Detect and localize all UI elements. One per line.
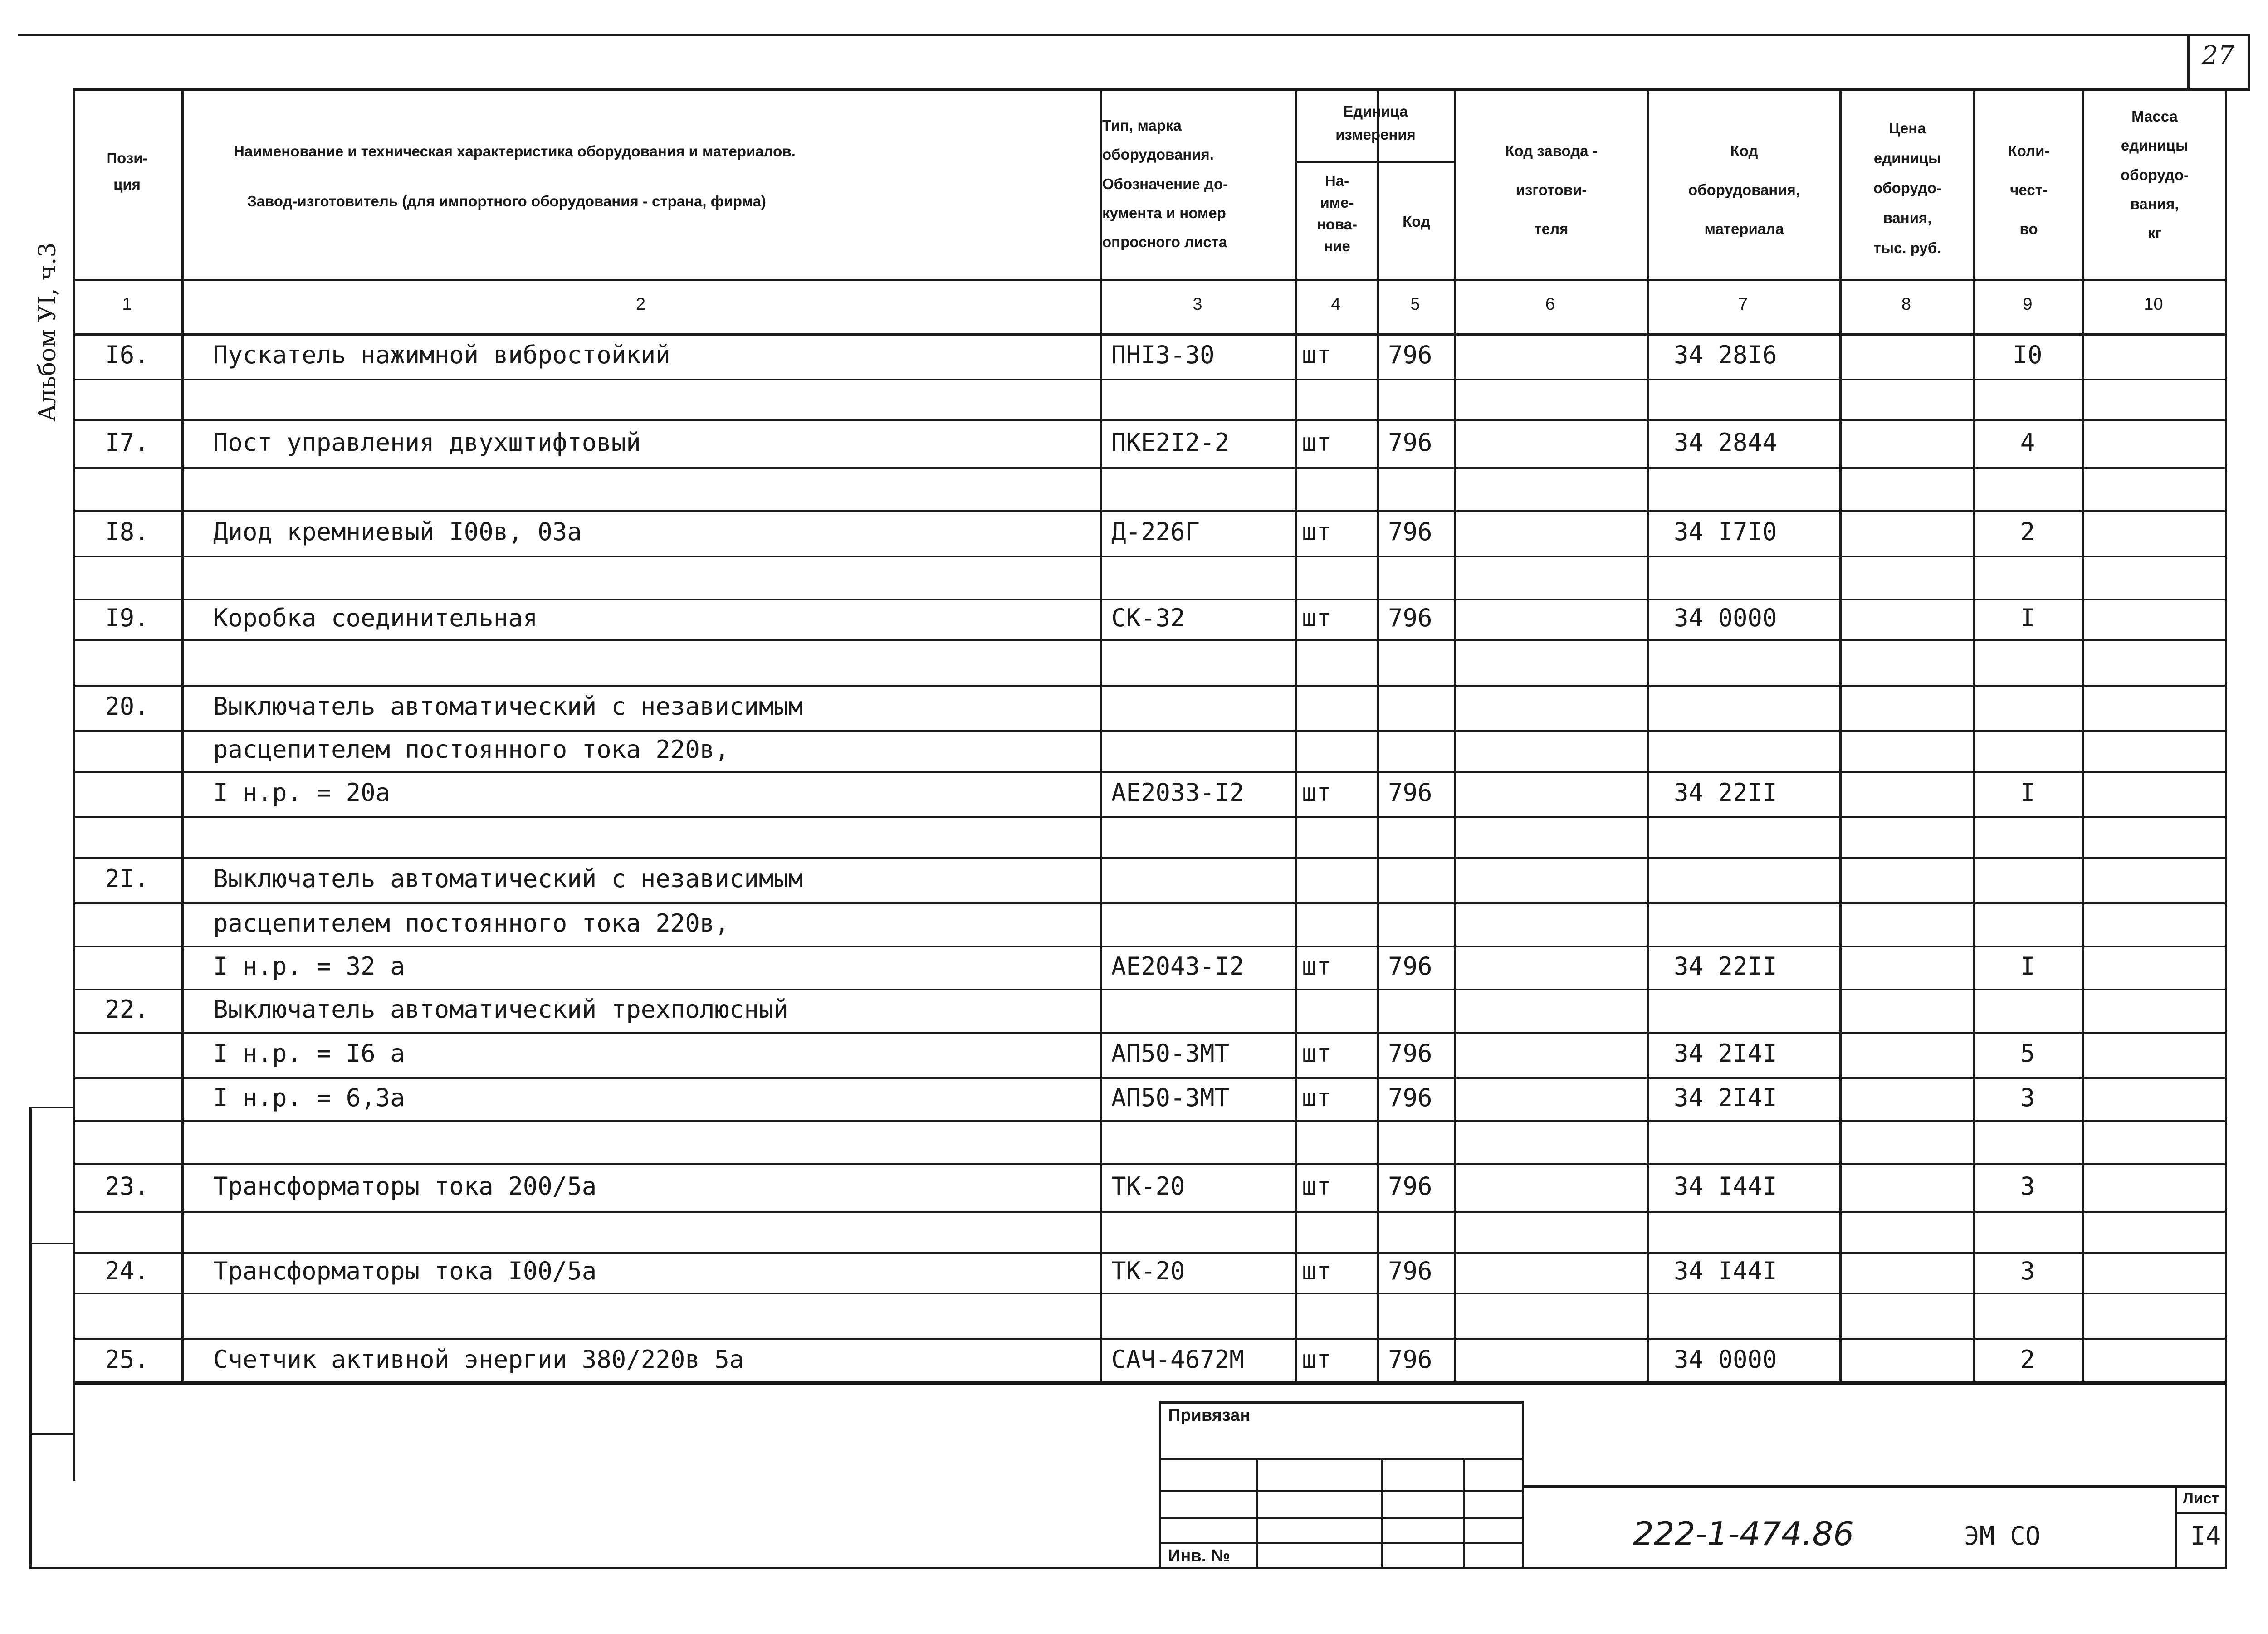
row-line-17 bbox=[73, 1077, 2225, 1079]
column-line-6 bbox=[1647, 88, 1649, 1383]
stamp-col-3 bbox=[1463, 1458, 1465, 1569]
page-bottom-border bbox=[29, 1567, 2225, 1569]
header-equipment-code: Код оборудования, материала bbox=[1688, 142, 1800, 237]
row-name: Диод кремниевый I00в, 03а bbox=[213, 517, 582, 546]
row-quantity: 4 bbox=[2020, 428, 2035, 457]
margin-frame-top bbox=[29, 1107, 75, 1108]
row-unit-code: 796 bbox=[1388, 341, 1432, 369]
row-unit-code: 796 bbox=[1388, 517, 1432, 546]
column-number-8: 8 bbox=[1901, 295, 1911, 314]
row-line-6 bbox=[73, 599, 2225, 600]
margin-frame-mid1 bbox=[29, 1243, 75, 1244]
row-line-16 bbox=[73, 1032, 2225, 1034]
row-name: Пост управления двухштифтовый bbox=[213, 428, 641, 457]
row-equipment-code: 34 I44I bbox=[1674, 1257, 1777, 1285]
row-unit-code: 796 bbox=[1388, 1345, 1432, 1374]
row-quantity: 2 bbox=[2020, 517, 2035, 546]
column-line-4 bbox=[1377, 88, 1379, 1383]
row-position: 25. bbox=[105, 1345, 149, 1374]
header-unit-code: Код bbox=[1403, 213, 1430, 230]
side-label: Альбом УI, ч.3 bbox=[34, 242, 61, 422]
row-unit-code: 796 bbox=[1388, 1171, 1432, 1200]
row-equipment-code: 34 28I6 bbox=[1674, 341, 1777, 369]
row-line-20 bbox=[73, 1211, 2225, 1213]
row-unit: шт bbox=[1302, 1039, 1332, 1068]
row-name: Коробка соединительная bbox=[213, 604, 538, 632]
header-factory-code: Код завода - изготови- теля bbox=[1505, 142, 1598, 237]
stamp-left bbox=[1159, 1401, 1161, 1569]
row-unit: шт bbox=[1302, 1257, 1332, 1285]
column-number-1: 1 bbox=[122, 295, 132, 314]
row-type: ТК-20 bbox=[1111, 1171, 1185, 1200]
unit-subheader-line bbox=[1295, 161, 1454, 163]
row-unit: шт bbox=[1302, 428, 1332, 457]
row-name: Выключатель автоматический с независимым bbox=[213, 692, 803, 721]
row-type: ПНI3-30 bbox=[1111, 341, 1215, 369]
row-position: 22. bbox=[105, 995, 149, 1024]
row-quantity: 3 bbox=[2020, 1257, 2035, 1285]
margin-frame-left bbox=[29, 1107, 32, 1569]
number-row-border bbox=[73, 333, 2225, 336]
header-type: Тип, марка оборудования. Обозначение до- кумента и номер опросного листа bbox=[1102, 117, 1228, 251]
row-line-12 bbox=[73, 857, 2225, 859]
row-line-3 bbox=[73, 467, 2225, 469]
column-line-5 bbox=[1454, 88, 1456, 1383]
row-unit: шт bbox=[1302, 778, 1332, 807]
top-border bbox=[18, 34, 2250, 36]
column-number-4: 4 bbox=[1331, 295, 1341, 314]
header-bottom-border bbox=[73, 279, 2225, 281]
header-position: Пози- ция bbox=[106, 150, 148, 193]
row-unit: шт bbox=[1302, 341, 1332, 369]
row-equipment-code: 34 2I4I bbox=[1674, 1039, 1777, 1068]
row-name: I н.р. = 20а bbox=[213, 778, 391, 807]
row-line-4 bbox=[73, 510, 2225, 512]
header-quantity: Коли- чест- во bbox=[2008, 142, 2050, 237]
row-line-21 bbox=[73, 1252, 2225, 1254]
row-line-19 bbox=[73, 1163, 2225, 1165]
stamp-col-2 bbox=[1381, 1458, 1383, 1569]
row-line-23 bbox=[73, 1338, 2225, 1340]
row-line-11 bbox=[73, 816, 2225, 818]
row-position: I6. bbox=[105, 341, 149, 369]
row-quantity: 3 bbox=[2020, 1083, 2035, 1112]
row-equipment-code: 34 2844 bbox=[1674, 428, 1777, 457]
row-position: I8. bbox=[105, 517, 149, 546]
row-unit-code: 796 bbox=[1388, 778, 1432, 807]
row-unit: шт bbox=[1302, 1171, 1332, 1200]
row-type: ПКЕ2I2-2 bbox=[1111, 428, 1230, 457]
row-line-13 bbox=[73, 902, 2225, 904]
row-equipment-code: 34 22II bbox=[1674, 951, 1777, 980]
row-name: расцепителем постоянного тока 220в, bbox=[213, 735, 729, 764]
row-unit: шт bbox=[1302, 1083, 1332, 1112]
row-position: I7. bbox=[105, 428, 149, 457]
sheet-label: Лист bbox=[2183, 1490, 2219, 1507]
row-equipment-code: 34 2I4I bbox=[1674, 1083, 1777, 1112]
column-number-5: 5 bbox=[1410, 295, 1420, 314]
row-line-8 bbox=[73, 685, 2225, 687]
row-quantity: I0 bbox=[2013, 341, 2043, 369]
row-unit-code: 796 bbox=[1388, 951, 1432, 980]
row-position: 20. bbox=[105, 692, 149, 721]
row-name: I н.р. = 6,3а bbox=[213, 1083, 405, 1112]
stamp-row-2 bbox=[1159, 1490, 1524, 1492]
row-name: Трансформаторы тока 200/5а bbox=[213, 1171, 597, 1200]
page-number: 27 bbox=[2202, 41, 2234, 70]
column-number-7: 7 bbox=[1738, 295, 1748, 314]
page-box-right bbox=[2248, 34, 2250, 91]
row-quantity: I bbox=[2020, 778, 2035, 807]
stamp-top bbox=[1159, 1401, 1524, 1404]
row-name: расцепителем постоянного тока 220в, bbox=[213, 908, 729, 937]
column-line-9 bbox=[2082, 88, 2084, 1383]
column-number-2: 2 bbox=[635, 295, 646, 314]
row-unit-code: 796 bbox=[1388, 1039, 1432, 1068]
column-number-6: 6 bbox=[1545, 295, 1555, 314]
row-equipment-code: 34 I44I bbox=[1674, 1171, 1777, 1200]
header-unit-name: На- име- нова- ние bbox=[1316, 172, 1358, 254]
row-line-15 bbox=[73, 989, 2225, 990]
row-unit: шт bbox=[1302, 517, 1332, 546]
row-unit-code: 796 bbox=[1388, 1083, 1432, 1112]
column-line-2 bbox=[1100, 88, 1102, 1383]
stamp-row-1 bbox=[1159, 1458, 1524, 1460]
row-unit: шт bbox=[1302, 1345, 1332, 1374]
row-equipment-code: 34 0000 bbox=[1674, 1345, 1777, 1374]
row-unit-code: 796 bbox=[1388, 428, 1432, 457]
row-quantity: I bbox=[2020, 604, 2035, 632]
row-line-2 bbox=[73, 419, 2225, 421]
row-position: 24. bbox=[105, 1257, 149, 1285]
row-type: АП50-3МТ bbox=[1111, 1083, 1230, 1112]
row-name: Выключатель автоматический с независимым bbox=[213, 864, 803, 893]
stamp-main-top bbox=[1522, 1485, 2225, 1488]
row-quantity: 2 bbox=[2020, 1345, 2035, 1374]
row-type: АЕ2033-I2 bbox=[1111, 778, 1244, 807]
row-name: I н.р. = I6 а bbox=[213, 1039, 405, 1068]
row-name: Пускатель нажимной вибростойкий bbox=[213, 341, 670, 369]
stamp-col-1 bbox=[1256, 1458, 1258, 1569]
row-name: Трансформаторы тока I00/5а bbox=[213, 1257, 597, 1285]
row-type: Д-226Г bbox=[1111, 517, 1200, 546]
column-line-10 bbox=[2225, 88, 2227, 1383]
row-line-1 bbox=[73, 379, 2225, 380]
row-unit: шт bbox=[1302, 951, 1332, 980]
row-name: I н.р. = 32 а bbox=[213, 951, 405, 980]
row-line-14 bbox=[73, 946, 2225, 947]
row-quantity: 5 bbox=[2020, 1039, 2035, 1068]
row-line-9 bbox=[73, 730, 2225, 732]
margin-frame-mid2 bbox=[29, 1433, 75, 1435]
row-type: АП50-3МТ bbox=[1111, 1039, 1230, 1068]
stamp-row-3 bbox=[1159, 1517, 1524, 1519]
sheet-box-mid bbox=[2175, 1512, 2225, 1514]
column-line-7 bbox=[1839, 88, 1842, 1383]
row-quantity: 3 bbox=[2020, 1171, 2035, 1200]
column-line-1 bbox=[181, 88, 184, 1383]
column-number-9: 9 bbox=[2023, 295, 2033, 314]
stamp-row-4 bbox=[1159, 1542, 1524, 1544]
row-position: 2I. bbox=[105, 864, 149, 893]
column-line-3 bbox=[1295, 88, 1297, 1383]
row-line-18 bbox=[73, 1120, 2225, 1122]
row-position: I9. bbox=[105, 604, 149, 632]
sheet-box-left bbox=[2175, 1485, 2177, 1569]
row-line-22 bbox=[73, 1293, 2225, 1294]
row-equipment-code: 34 0000 bbox=[1674, 604, 1777, 632]
stamp-bound-label: Привязан bbox=[1168, 1406, 1251, 1425]
document-number: 222-1-474.86 bbox=[1633, 1515, 1854, 1553]
row-name: Счетчик активной энергии 380/220в 5а bbox=[213, 1345, 744, 1374]
stamp-inv-label: Инв. № bbox=[1168, 1546, 1231, 1566]
column-number-10: 10 bbox=[2144, 295, 2163, 314]
row-equipment-code: 34 I7I0 bbox=[1674, 517, 1777, 546]
document-code: ЭМ СО bbox=[1964, 1522, 2041, 1551]
row-type: СК-32 bbox=[1111, 604, 1185, 632]
row-line-7 bbox=[73, 639, 2225, 641]
row-type: САЧ-4672М bbox=[1111, 1345, 1244, 1374]
row-unit-code: 796 bbox=[1388, 1257, 1432, 1285]
row-unit: шт bbox=[1302, 604, 1332, 632]
header-price: Цена единицы оборудо- вания, тыс. руб. bbox=[1873, 120, 1942, 256]
row-type: ТК-20 bbox=[1111, 1257, 1185, 1285]
row-quantity: I bbox=[2020, 951, 2035, 980]
row-unit-code: 796 bbox=[1388, 604, 1432, 632]
row-position: 23. bbox=[105, 1171, 149, 1200]
table-bottom-border bbox=[73, 1381, 2225, 1384]
header-name-line1: Наименование и техническая характеристика оборудования и материалов. bbox=[234, 143, 796, 160]
header-unit-group: Единица измерения bbox=[1335, 103, 1416, 143]
row-type: АЕ2043-I2 bbox=[1111, 951, 1244, 980]
header-name-line2: Завод-изготовитель (для импортного оборудования - страна, фирма) bbox=[247, 193, 766, 210]
column-number-3: 3 bbox=[1193, 295, 1202, 314]
sheet-number: I4 bbox=[2190, 1522, 2221, 1551]
row-line-5 bbox=[73, 556, 2225, 557]
page-box-left bbox=[2187, 34, 2190, 91]
row-equipment-code: 34 22II bbox=[1674, 778, 1777, 807]
row-line-10 bbox=[73, 771, 2225, 773]
table-top-border bbox=[73, 88, 2225, 91]
header-mass: Масса единицы оборудо- вания, кг bbox=[2120, 108, 2189, 242]
row-name: Выключатель автоматический трехполюсный bbox=[213, 995, 788, 1024]
